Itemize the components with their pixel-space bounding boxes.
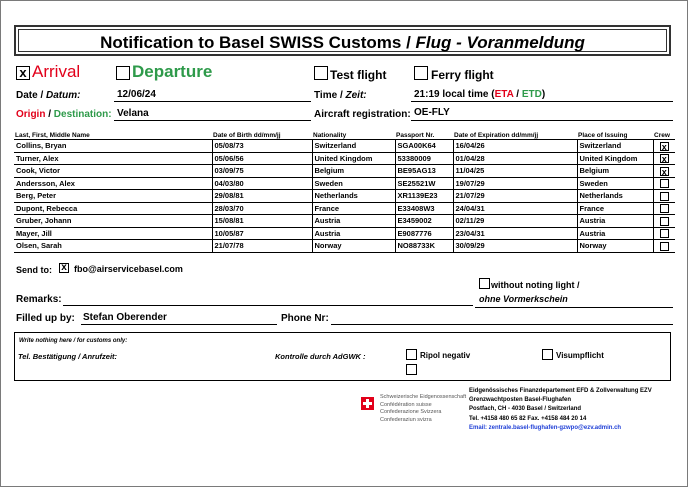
filled-by-value[interactable]: Stefan Oberender	[83, 312, 167, 323]
departure-label: Departure	[132, 62, 213, 81]
cell-passport[interactable]: E3459002	[395, 215, 453, 228]
cell-expiry[interactable]: 02/11/29	[453, 215, 577, 228]
cell-expiry[interactable]: 16/04/26	[453, 140, 577, 153]
cell-nationality[interactable]: Sweden	[312, 177, 395, 190]
cell-passport[interactable]: SGA00K64	[395, 140, 453, 153]
cell-place[interactable]: France	[577, 202, 653, 215]
authority-email[interactable]: Email: zentrale.basel-flughafen-gzwpo@ezv.admin.ch	[469, 424, 622, 431]
time-underline	[411, 101, 673, 102]
cell-place[interactable]: Sweden	[577, 177, 653, 190]
cell-nationality[interactable]: Austria	[312, 215, 395, 228]
crew-checkbox[interactable]: x	[661, 141, 667, 152]
cell-passport[interactable]: 53380009	[395, 152, 453, 165]
cell-dob[interactable]: 29/08/81	[212, 190, 312, 203]
cell-dob[interactable]: 10/05/87	[212, 227, 312, 240]
crew-checkbox[interactable]: x	[661, 166, 667, 177]
cell-place[interactable]: Norway	[577, 240, 653, 253]
crew-checkbox[interactable]	[660, 179, 669, 188]
cell-dob[interactable]: 28/03/70	[212, 202, 312, 215]
visum-checkbox[interactable]	[542, 349, 553, 360]
cell-dob[interactable]: 05/06/56	[212, 152, 312, 165]
table-row	[14, 190, 675, 203]
filled-by-underline	[81, 324, 277, 325]
ferry-flight-checkbox[interactable]	[414, 66, 428, 80]
crew-checkbox[interactable]	[660, 242, 669, 251]
aircraft-registration-label: Aircraft registration:	[314, 109, 411, 120]
table-row	[14, 165, 675, 178]
date-label: Date / Datum:	[16, 90, 81, 101]
header-expiry: Date of Expiration dd/mm/jj	[454, 132, 539, 139]
test-flight-checkbox[interactable]	[314, 66, 328, 80]
customs-note: Write nothing here / for customs only:	[19, 338, 128, 344]
ferry-flight-label: Ferry flight	[431, 68, 494, 82]
header-name: Last, First, Middle Name	[15, 132, 90, 139]
cell-passport[interactable]: NO88733K	[395, 240, 453, 253]
crew-checkbox[interactable]: x	[661, 154, 667, 164]
cell-place[interactable]: Switzerland	[577, 140, 653, 153]
table-row	[14, 240, 675, 253]
cell-expiry[interactable]: 11/04/25	[453, 165, 577, 178]
cell-expiry[interactable]: 21/07/29	[453, 190, 577, 203]
confederation-logo-text: Schweizerische Eidgenossenschaft Confédération suisse Confederazione Svizzera Confederaziun svizra	[380, 394, 467, 423]
cell-name[interactable]: Dupont, Rebecca	[14, 202, 212, 215]
cell-passport[interactable]: E33408W3	[395, 202, 453, 215]
table-row	[14, 177, 675, 190]
header-place: Place of Issuing	[578, 132, 628, 139]
time-label: Time / Zeit:	[314, 90, 367, 101]
cell-expiry[interactable]: 01/04/28	[453, 152, 577, 165]
crew-checkbox[interactable]	[660, 217, 669, 226]
departure-checkbox[interactable]	[116, 66, 130, 80]
cell-dob[interactable]: 03/09/75	[212, 165, 312, 178]
cell-passport[interactable]: BE95AG13	[395, 165, 453, 178]
date-underline	[114, 101, 311, 102]
cell-name[interactable]: Gruber, Johann	[14, 215, 212, 228]
table-row	[14, 152, 675, 165]
cell-name[interactable]: Berg, Peter	[14, 190, 212, 203]
remarks-field-right	[475, 307, 673, 308]
remarks-label: Remarks:	[16, 294, 62, 305]
cell-nationality[interactable]: Belgium	[312, 165, 395, 178]
date-value[interactable]: 12/06/24	[117, 89, 156, 100]
send-to-label: Send to:	[16, 265, 52, 275]
cell-passport[interactable]: E9087776	[395, 227, 453, 240]
aircraft-underline	[411, 120, 673, 121]
cell-nationality[interactable]: Austria	[312, 227, 395, 240]
table-header-row	[14, 130, 675, 140]
cell-dob[interactable]: 04/03/80	[212, 177, 312, 190]
phone-label: Phone Nr:	[281, 313, 329, 324]
cell-name[interactable]: Turner, Alex	[14, 152, 212, 165]
cell-passport[interactable]: SE25521W	[395, 177, 453, 190]
ripol-checkbox-2[interactable]	[406, 364, 417, 375]
cell-nationality[interactable]: France	[312, 202, 395, 215]
table-row	[14, 215, 675, 228]
test-flight-label: Test flight	[330, 68, 387, 82]
cell-nationality[interactable]: United Kingdom	[312, 152, 395, 165]
control-label: Kontrolle durch AdGWK :	[275, 352, 366, 361]
cell-expiry[interactable]: 19/07/29	[453, 177, 577, 190]
cell-place[interactable]: Belgium	[577, 165, 653, 178]
crew-checkbox[interactable]	[660, 204, 669, 213]
without-light-label: without noting light /	[491, 280, 580, 290]
cell-place[interactable]: Netherlands	[577, 190, 653, 203]
cell-name[interactable]: Olsen, Sarah	[14, 240, 212, 253]
ripol-label: Ripol negativ	[420, 351, 471, 360]
tel-confirmation-label: Tel. Bestätigung / Anrufzeit:	[18, 352, 118, 361]
cell-nationality[interactable]: Switzerland	[312, 140, 395, 153]
time-value[interactable]: 21:19 local time (ETA / ETD)	[414, 89, 546, 100]
swiss-flag-icon	[361, 397, 374, 410]
table-row	[14, 227, 675, 240]
cell-name[interactable]: Cook, Victor	[14, 165, 212, 178]
crew-checkbox[interactable]	[660, 192, 669, 201]
ripol-checkbox[interactable]	[406, 349, 417, 360]
customs-only-box	[14, 332, 671, 381]
cell-dob[interactable]: 05/08/73	[212, 140, 312, 153]
aircraft-registration-value[interactable]: OE-FLY	[414, 107, 450, 118]
origin-underline	[114, 120, 311, 121]
without-light-checkbox[interactable]	[479, 278, 490, 289]
cell-nationality[interactable]: Netherlands	[312, 190, 395, 203]
cell-name[interactable]: Andersson, Alex	[14, 177, 212, 190]
visum-label: Visumpflicht	[556, 351, 604, 360]
cell-place[interactable]: Austria	[577, 227, 653, 240]
phone-field[interactable]	[331, 324, 673, 325]
cell-dob[interactable]: 15/08/81	[212, 215, 312, 228]
filled-by-label: Filled up by:	[16, 313, 75, 324]
cell-dob[interactable]: 21/07/78	[212, 240, 312, 253]
arrival-checkbox[interactable]: x	[16, 66, 30, 80]
send-to-email[interactable]: fbo@airservicebasel.com	[74, 264, 183, 274]
without-light-label-de: ohne Vormerkschein	[479, 294, 568, 304]
cell-name[interactable]: Mayer, Jill	[14, 227, 212, 240]
cell-name[interactable]: Collins, Bryan	[14, 140, 212, 153]
arrival-label: Arrival	[32, 62, 81, 81]
origin-destination-value[interactable]: Velana	[117, 108, 149, 119]
title-box	[14, 25, 671, 56]
authority-address: Eidgenössisches Finanzdepartement EFD & Zollverwaltung EZV Grenzwachtposten Basel-Flughafen Postfach, CH - 4030 Basel / Switzerland Tel. +4158 480 65 82 Fax. +4158 484 20 14 Email: zentrale.basel-flughafen-gzwpo@ezv.admin.ch	[469, 387, 652, 433]
remarks-field[interactable]	[63, 305, 473, 306]
cell-place[interactable]: Austria	[577, 215, 653, 228]
header-crew: Crew	[654, 132, 670, 139]
table-row	[14, 140, 675, 153]
cell-expiry[interactable]: 24/04/31	[453, 202, 577, 215]
cell-place[interactable]: United Kingdom	[577, 152, 653, 165]
crew-checkbox[interactable]	[660, 229, 669, 238]
origin-destination-label: Origin / Destination:	[16, 109, 112, 120]
send-to-checkbox[interactable]: x	[59, 263, 69, 273]
table-row	[14, 202, 675, 215]
cell-expiry[interactable]: 30/09/29	[453, 240, 577, 253]
header-nationality: Nationality	[313, 132, 347, 139]
form-title: Notification to Basel SWISS Customs / Flug - Voranmeldung	[18, 29, 667, 52]
cell-nationality[interactable]: Norway	[312, 240, 395, 253]
cell-passport[interactable]: XR1139E23	[395, 190, 453, 203]
cell-expiry[interactable]: 23/04/31	[453, 227, 577, 240]
header-passport: Passport Nr.	[396, 132, 435, 139]
header-dob: Date of Birth dd/mm/jj	[213, 132, 281, 139]
passenger-table	[14, 130, 675, 253]
